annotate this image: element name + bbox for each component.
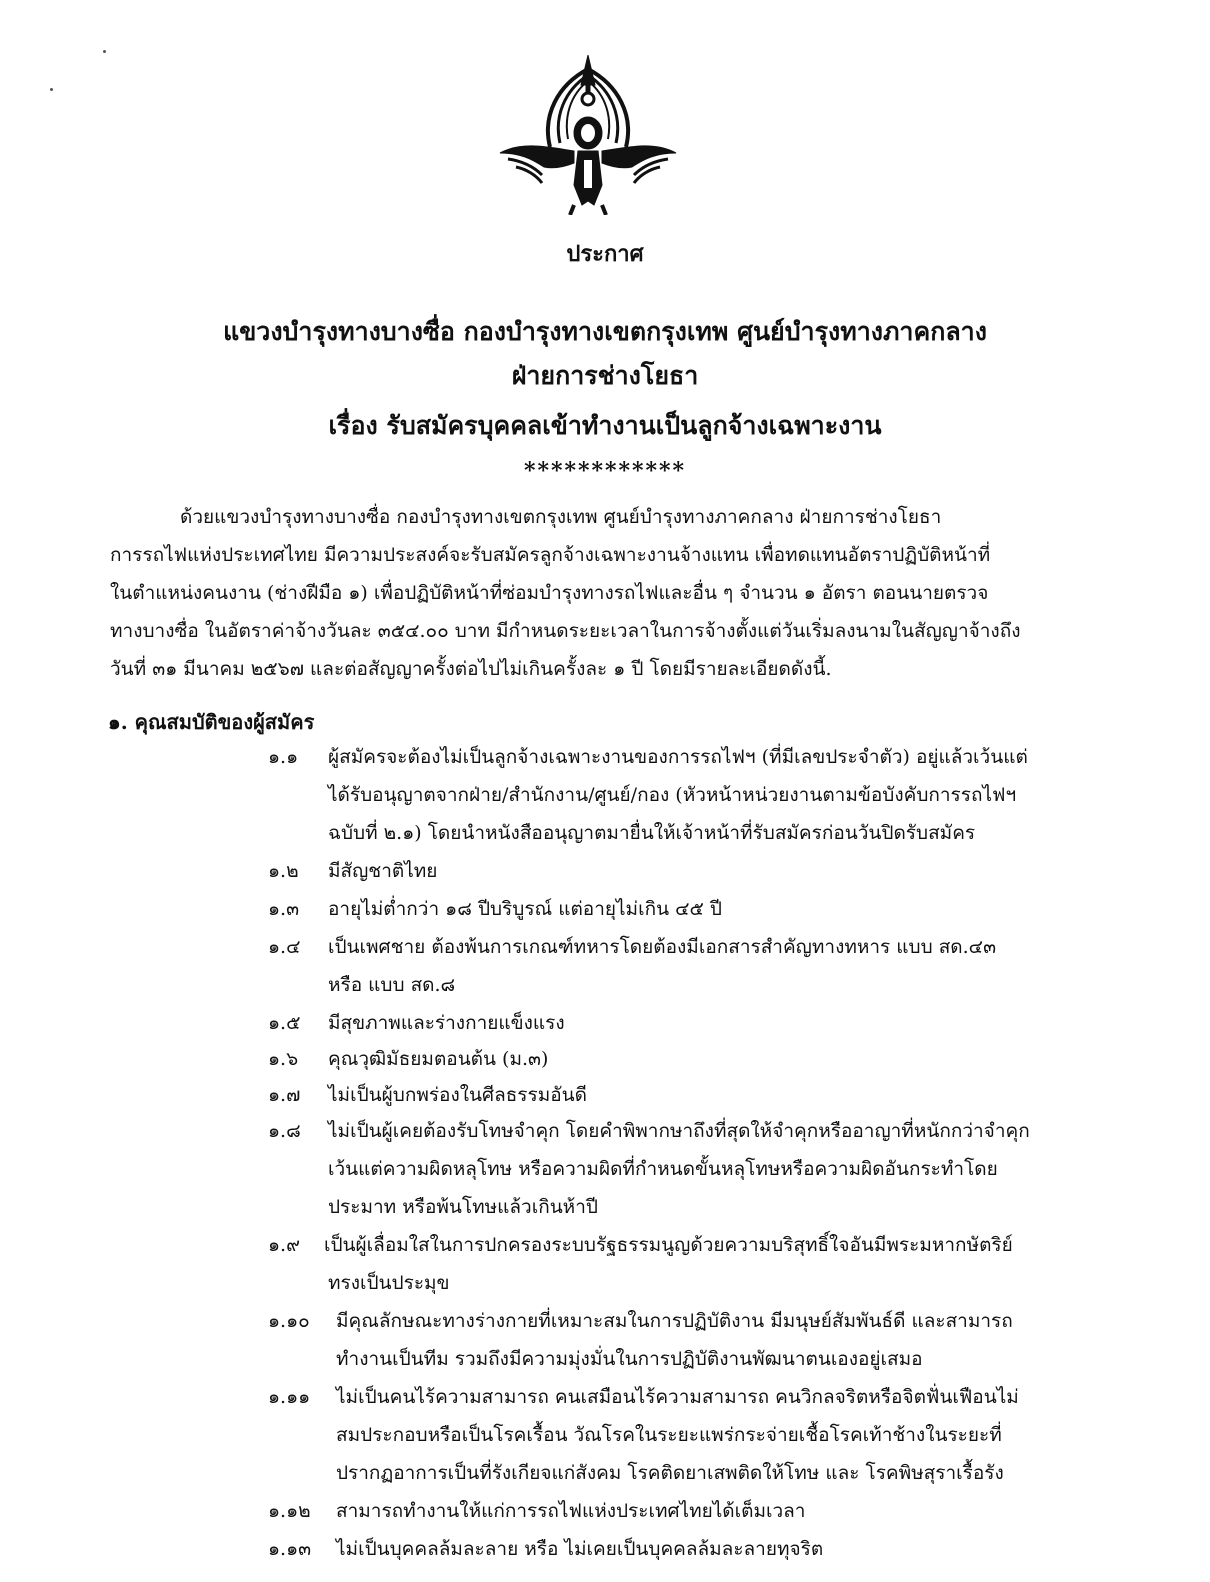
- item-text: ไม่เป็นผู้บกพร่องในศีลธรรมอันดี: [328, 1084, 587, 1106]
- item-number: ๑.๕: [268, 1012, 301, 1034]
- item-number: ๑.๑๓: [268, 1538, 312, 1560]
- item-number: ๑.๔: [268, 936, 301, 958]
- section-title: ๑. คุณสมบัติของผู้สมัคร: [108, 710, 315, 734]
- item-text: คุณวุฒิมัธยมตอนต้น (ม.๓): [328, 1048, 549, 1070]
- item-number: ๑.๒: [268, 860, 299, 882]
- organization-line-1: แขวงบำรุงทางบางซื่อ กองบำรุงทางเขตกรุงเทพ ศูนย์บำรุงทางภาคกลาง: [223, 317, 987, 346]
- item-number: ๑.๙: [268, 1234, 301, 1256]
- intro-line: การรถไฟแห่งประเทศไทย มีความประสงค์จะรับสมัครลูกจ้างเฉพาะงานจ้างแทน เพื่อทดแทนอัตราปฏิบัติหน้าที่: [110, 544, 991, 566]
- separator: ************: [523, 458, 687, 484]
- intro-line: วันที่ ๓๑ มีนาคม ๒๕๖๗ และต่อสัญญาครั้งต่อไปไม่เกินครั้งละ ๑ ปี โดยมีรายละเอียดดังนี้.: [110, 658, 832, 680]
- subject-line: เรื่อง รับสมัครบุคคลเข้าทำงานเป็นลูกจ้างเฉพาะงาน: [328, 411, 882, 440]
- item-text: ได้รับอนุญาตจากฝ่าย/สำนักงาน/ศูนย์/กอง (หัวหน้าหน่วยงานตามข้อบังคับการรถไฟฯ: [328, 784, 1017, 806]
- item-text: มีสุขภาพและร่างกายแข็งแรง: [328, 1012, 565, 1034]
- item-text: หรือ แบบ สด.๘: [328, 974, 456, 996]
- item-number: ๑.๑๒: [268, 1500, 311, 1522]
- item-text: สมประกอบหรือเป็นโรคเรื้อน วัณโรคในระยะแพร่กระจ่ายเชื้อโรคเท้าช้างในระยะที่: [336, 1424, 1002, 1446]
- item-text: เป็นผู้เลื่อมใสในการปกครองระบบรัฐธรรมนูญด้วยความบริสุทธิ์ใจอันมีพระมหากษัตริย์: [324, 1234, 1013, 1256]
- item-text: ทำงานเป็นทีม รวมถึงมีความมุ่งมั่นในการปฏิบัติงานพัฒนาตนเองอยู่เสมอ: [336, 1348, 923, 1370]
- item-number: ๑.๓: [268, 898, 300, 920]
- organization-line-2: ฝ่ายการช่างโยธา: [511, 361, 699, 390]
- intro-line: ด้วยแขวงบำรุงทางบางซื่อ กองบำรุงทางเขตกรุงเทพ ศูนย์บำรุงทางภาคกลาง ฝ่ายการช่างโยธา: [180, 506, 942, 528]
- item-text: ไม่เป็นบุคคลล้มละลาย หรือ ไม่เคยเป็นบุคคลล้มละลายทุจริต: [336, 1538, 824, 1560]
- item-text: ไม่เป็นผู้เคยต้องรับโทษจำคุก โดยคำพิพากษาถึงที่สุดให้จำคุกหรืออาญาที่หนักกว่าจำคุก: [328, 1120, 1030, 1142]
- item-number: ๑.๗: [268, 1084, 301, 1106]
- scan-speck: [103, 50, 106, 53]
- item-text: ฉบับที่ ๒.๑) โดยนำหนังสืออนุญาตมายื่นให้เจ้าหน้าที่รับสมัครก่อนวันปิดรับสมัคร: [328, 822, 976, 844]
- item-number: ๑.๖: [268, 1048, 299, 1070]
- item-text: เว้นแต่ความผิดหลุโทษ หรือความผิดที่กำหนดขั้นหลุโทษหรือความผิดอันกระทำโดย: [328, 1158, 998, 1180]
- scan-speck: [50, 88, 53, 91]
- item-text: เป็นเพศชาย ต้องพ้นการเกณฑ์ทหารโดยต้องมีเอกสารสำคัญทางทหาร แบบ สด.๔๓: [328, 936, 997, 958]
- item-text: สามารถทำงานให้แก่การรถไฟแห่งประเทศไทยได้เต็มเวลา: [336, 1500, 806, 1522]
- item-number: ๑.๑๑: [268, 1386, 311, 1408]
- item-number: ๑.๑๐: [268, 1310, 310, 1332]
- item-text: มีคุณลักษณะทางร่างกายที่เหมาะสมในการปฏิบัติงาน มีมนุษย์สัมพันธ์ดี และสามารถ: [336, 1310, 1013, 1332]
- garuda-emblem-icon: [498, 55, 678, 215]
- item-text: ประมาท หรือพ้นโทษแล้วเกินห้าปี: [328, 1196, 598, 1218]
- intro-line: ทางบางซื่อ ในอัตราค่าจ้างวันละ ๓๕๔.๐๐ บาท มีกำหนดระยะเวลาในการจ้างตั้งแต่วันเริ่มลงนามในสัญญาจ้างถึง: [110, 620, 1021, 642]
- item-text: อายุไม่ต่ำกว่า ๑๘ ปีบริบูรณ์ แต่อายุไม่เกิน ๔๕ ปี: [328, 898, 722, 920]
- announcement-heading: ประกาศ: [566, 241, 644, 267]
- intro-line: ในตำแหน่งคนงาน (ช่างฝีมือ ๑) เพื่อปฏิบัติหน้าที่ซ่อมบำรุงทางรถไฟและอื่น ๆ จำนวน ๑ อัตรา ตอนนายตรวจ: [110, 582, 989, 604]
- item-text: ผู้สมัครจะต้องไม่เป็นลูกจ้างเฉพาะงานของการรถไฟฯ (ที่มีเลขประจำตัว) อยู่แล้วเว้นแต่: [328, 746, 1028, 768]
- item-text: ทรงเป็นประมุข: [328, 1272, 450, 1294]
- item-text: ปรากฏอาการเป็นที่รังเกียจแก่สังคม โรคติดยาเสพติดให้โทษ และ โรคพิษสุราเรื้อรัง: [336, 1462, 1004, 1484]
- item-number: ๑.๘: [268, 1120, 301, 1142]
- item-text: มีสัญชาติไทย: [328, 860, 438, 882]
- item-number: ๑.๑: [268, 746, 299, 768]
- item-text: ไม่เป็นคนไร้ความสามารถ คนเสมือนไร้ความสามารถ คนวิกลจริตหรือจิตฟั่นเฟือนไม่: [336, 1386, 1019, 1408]
